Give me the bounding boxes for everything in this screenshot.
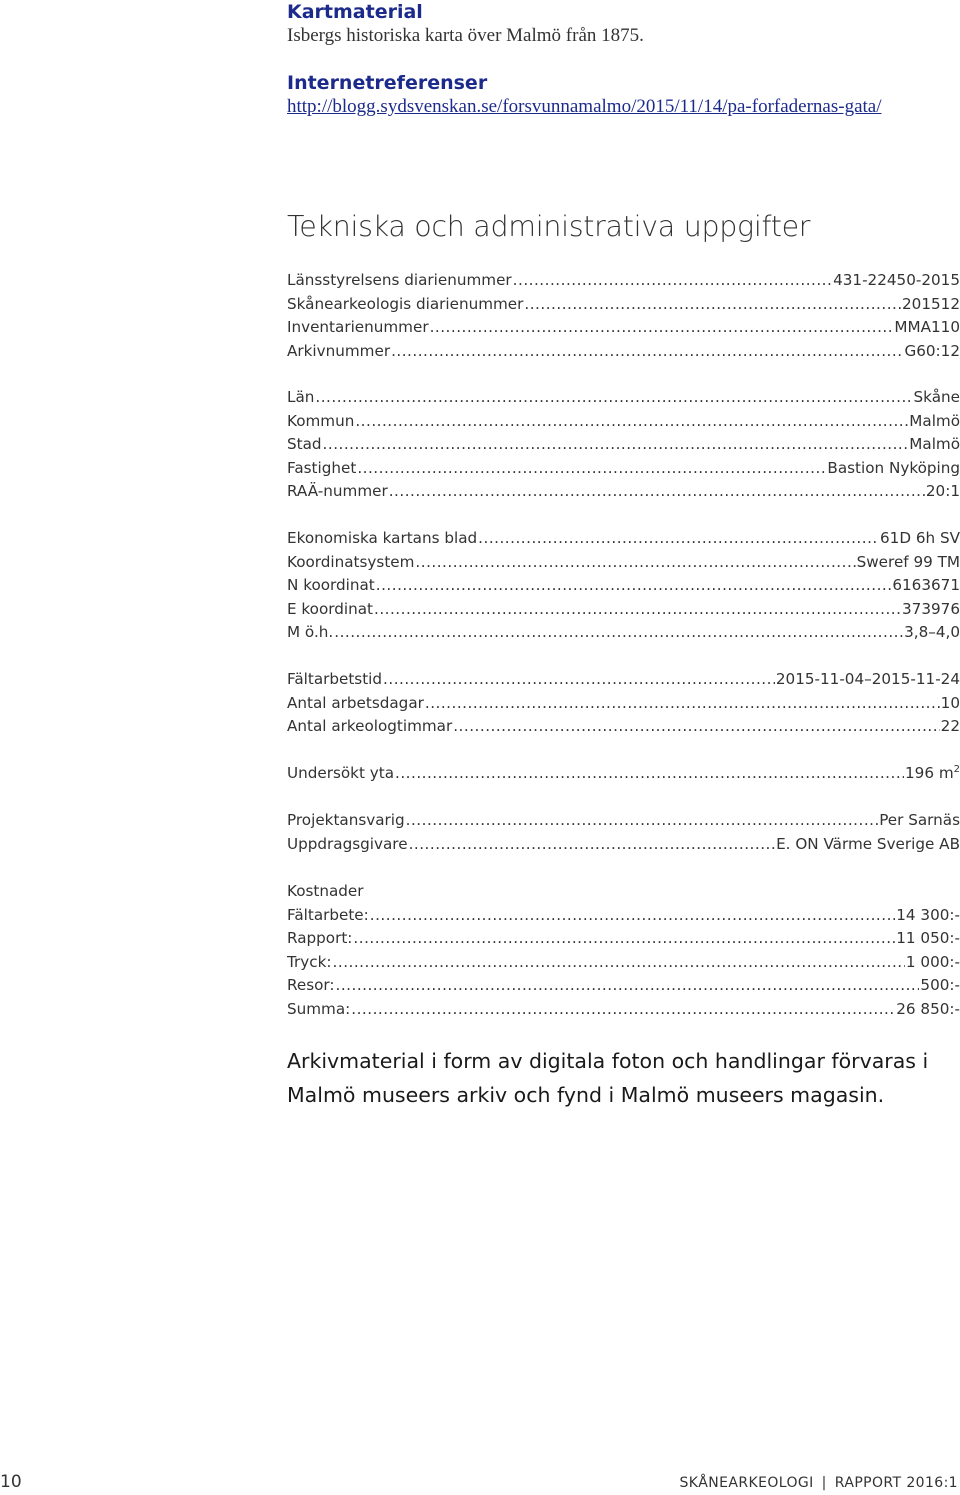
reference-link[interactable]: http://blogg.sydsvenskan.se/forsvunnamalmo/2015/11/14/pa-forfadernas-gata/	[287, 96, 882, 117]
responsible-group	[287, 809, 960, 856]
internet-heading: Internetreferenser	[287, 72, 488, 94]
row-label: Resor:	[287, 976, 335, 994]
row-value: Bastion Nyköping	[827, 458, 960, 477]
row-value: 201512	[902, 294, 960, 313]
row-value: 22	[940, 717, 960, 735]
row-label: Koordinatsystem	[287, 552, 415, 571]
row-fastighet	[287, 457, 960, 481]
row-kommun	[287, 410, 960, 434]
coordinates-group	[287, 527, 960, 645]
row-koordinatsystem	[287, 551, 960, 575]
row-value: Skåne	[913, 388, 960, 406]
row-undersokt-yta	[287, 762, 960, 786]
row-antal-arbetsdagar	[287, 692, 960, 716]
running-footer	[679, 1475, 958, 1491]
footer-separator: |	[821, 1475, 827, 1491]
row-summa	[287, 998, 960, 1022]
row-value: E. ON Värme Sverige AB	[776, 834, 960, 853]
archive-statement: Arkivmaterial i form av digitala foton och handlingar förvaras i Malmö museers arkiv och fynd i Malmö museers magasin.	[287, 1049, 929, 1107]
row-label: N koordinat	[287, 576, 375, 594]
row-label: Uppdragsgivare	[287, 834, 408, 853]
row-label: Antal arkeologtimmar	[287, 717, 453, 735]
row-label: Län	[287, 388, 315, 406]
row-label: Tryck:	[287, 952, 332, 971]
row-value: 20:1	[925, 482, 960, 500]
row-value: 61D 6h SV	[880, 529, 960, 547]
row-label: Summa:	[287, 999, 351, 1018]
superscript: 2	[953, 763, 960, 775]
internet-section	[287, 71, 882, 119]
row-value: Malmö	[909, 435, 960, 453]
row-skanearkeologi	[287, 293, 960, 317]
row-label: Kommun	[287, 411, 355, 430]
row-faltarbetstid	[287, 668, 960, 692]
row-label: Projektansvarig	[287, 811, 405, 829]
costs-heading: Kostnader	[287, 882, 364, 900]
row-label: Ekonomiska kartans blad	[287, 529, 478, 547]
row-label: RAÄ-nummer	[287, 482, 388, 500]
row-label: Inventarienummer	[287, 318, 429, 336]
row-value: Per Sarnäs	[879, 811, 960, 829]
row-antal-arkeologtimmar	[287, 715, 960, 739]
row-value: 26 850:-	[896, 999, 960, 1018]
row-n-koordinat	[287, 574, 960, 598]
row-uppdragsgivare	[287, 833, 960, 857]
row-rapport	[287, 927, 960, 951]
costs-group	[287, 880, 960, 1021]
row-tryck	[287, 951, 960, 975]
kartmaterial-heading: Kartmaterial	[287, 1, 423, 23]
page-footer	[0, 1472, 960, 1495]
row-value: 196 $m^2$	[905, 763, 960, 782]
row-value: 1 000:-	[905, 952, 960, 971]
row-value: Sweref 99 TM	[856, 552, 960, 571]
row-faltarbete	[287, 904, 960, 928]
publisher-name: SKÅNEARKEOLOGI	[679, 1475, 814, 1491]
row-label: Stad	[287, 435, 322, 453]
row-label: Länsstyrelsens diarienummer	[287, 271, 512, 289]
location-group	[287, 386, 960, 504]
row-label: Antal arbetsdagar	[287, 693, 424, 712]
row-value: G60:12	[904, 341, 960, 360]
row-resor	[287, 974, 960, 998]
row-label: Arkivnummer	[287, 341, 391, 360]
row-value: 6163671	[892, 576, 960, 594]
page-number: 10	[0, 1472, 22, 1492]
row-value: 500:-	[920, 976, 960, 994]
row-lan	[287, 386, 960, 410]
row-value: 2015-11-04–2015-11-24	[775, 670, 960, 688]
row-label: M ö.h.	[287, 623, 334, 641]
row-projektansvarig	[287, 809, 960, 833]
kartmaterial-text: Isbergs historiska karta över Malmö från 1875.	[287, 25, 644, 46]
row-label: Undersökt yta	[287, 764, 395, 782]
row-value: MMA110	[894, 318, 960, 336]
row-label: Skånearkeologis diarienummer	[287, 294, 524, 313]
fieldwork-group	[287, 668, 960, 739]
row-e-koordinat	[287, 598, 960, 622]
area-group	[287, 762, 960, 786]
row-lansstyrelsen	[287, 269, 960, 293]
row-label: Fältarbete:	[287, 905, 369, 924]
row-moh	[287, 621, 960, 645]
row-stad	[287, 433, 960, 457]
row-label: E koordinat	[287, 599, 373, 618]
row-ekonomiska-kartans-blad	[287, 527, 960, 551]
row-value: 3,8–4,0	[904, 623, 960, 641]
report-number: RAPPORT 2016:1	[834, 1475, 958, 1491]
row-label: Rapport:	[287, 929, 353, 947]
row-label: Fastighet	[287, 458, 357, 477]
row-inventarienummer	[287, 316, 960, 340]
row-value: 14 300:-	[896, 905, 960, 924]
row-raa-nummer	[287, 480, 960, 504]
row-arkivnummer	[287, 340, 960, 364]
row-value: 431-22450-2015	[833, 271, 960, 289]
diary-group	[287, 269, 960, 363]
row-label: Fältarbetstid	[287, 670, 383, 688]
row-value: 10	[940, 693, 960, 712]
row-value: 373976	[902, 599, 960, 618]
kartmaterial-section	[287, 0, 644, 48]
row-value: Malmö	[909, 411, 960, 430]
page-title: Tekniska och administrativa uppgifter	[287, 210, 811, 243]
row-value: 11 050:-	[896, 929, 960, 947]
